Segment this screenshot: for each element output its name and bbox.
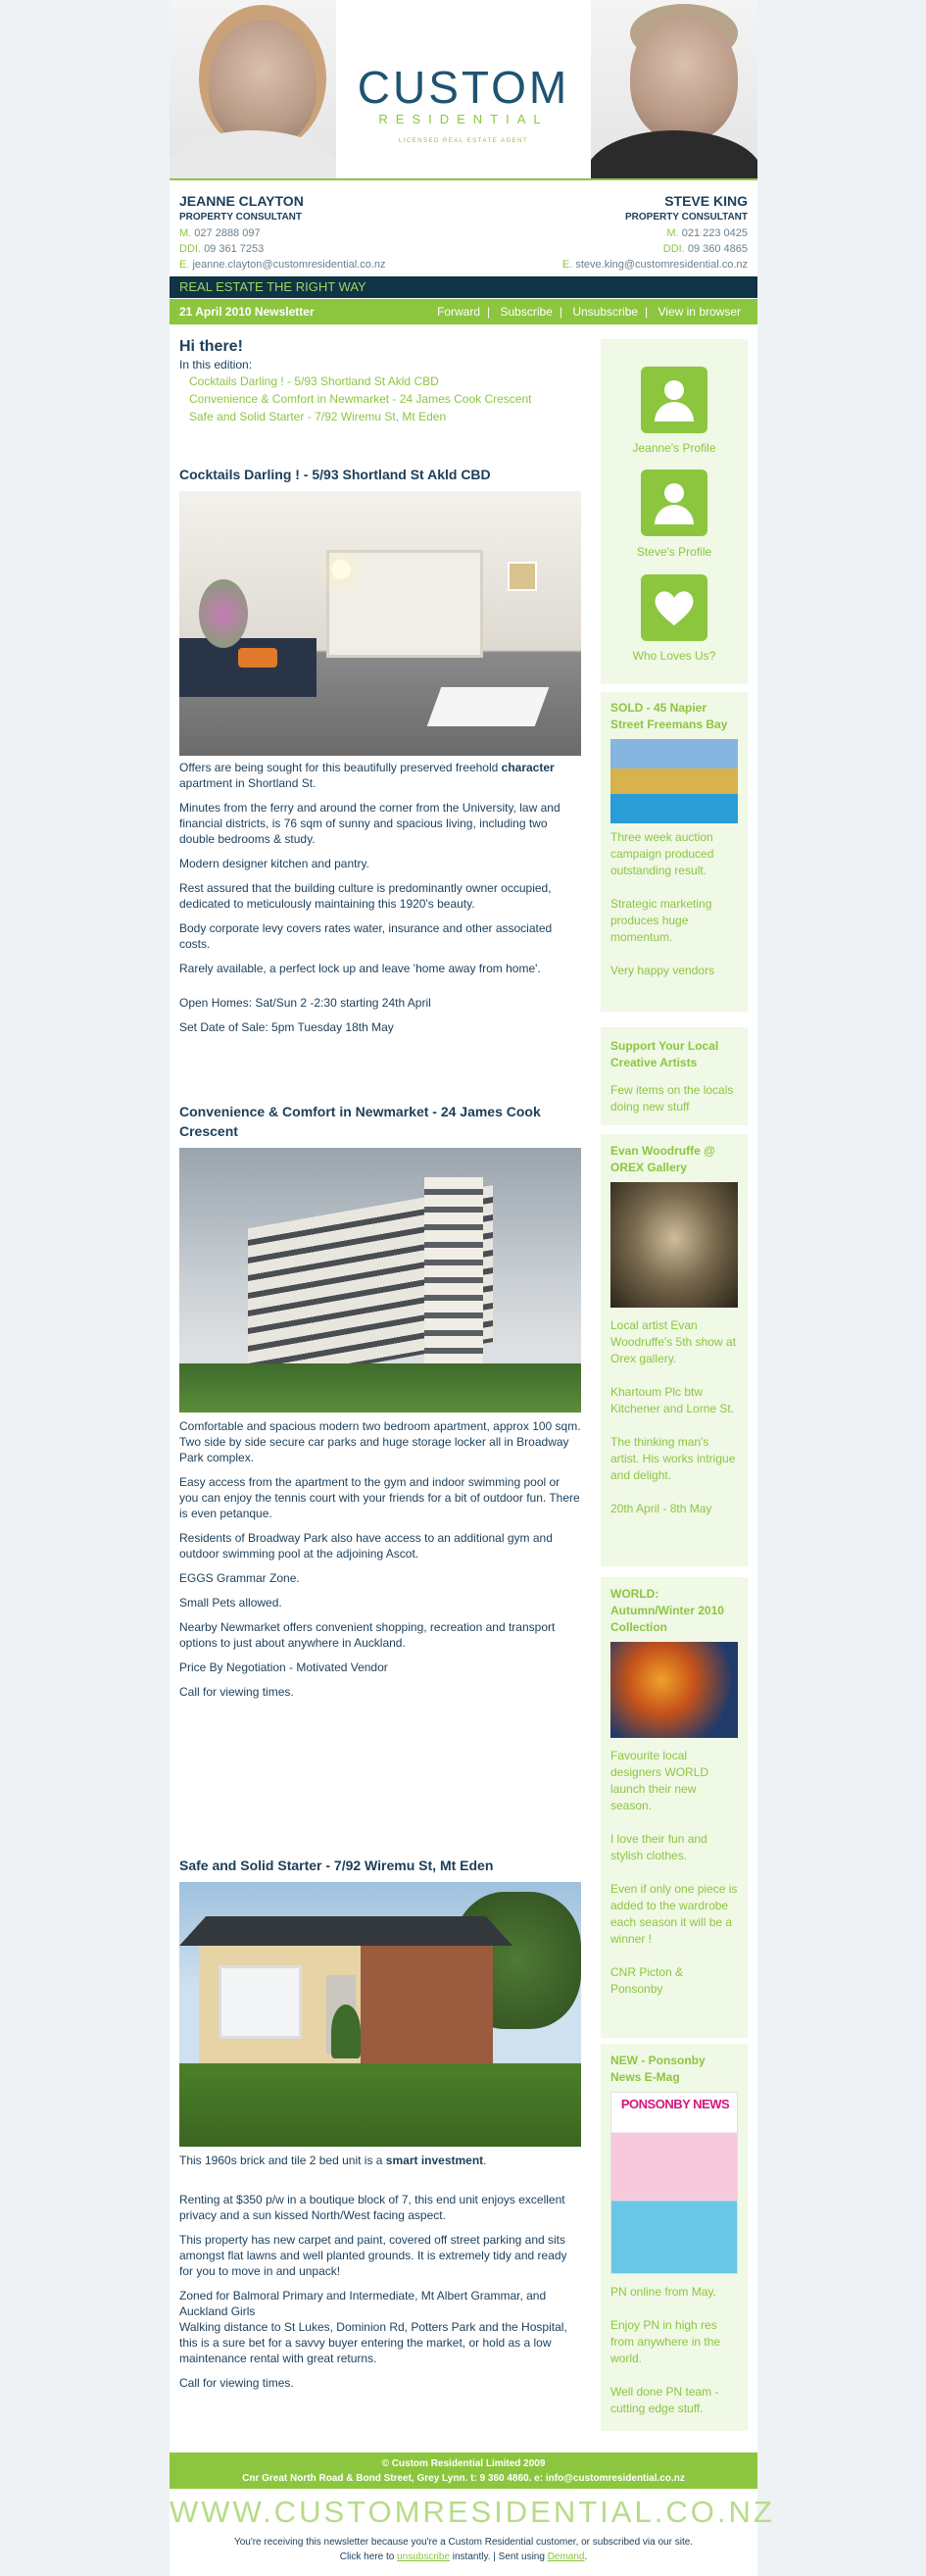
email-link[interactable]: steve.king@customresidential.co.nz [575,259,748,271]
sold-property-photo [610,739,738,823]
paragraph: I love their fun and stylish clothes. [610,1832,707,1862]
open-homes: Open Homes: Sat/Sun 2 -2:30 starting 24th April [179,996,431,1010]
agent-name: STEVE KING [664,193,748,209]
paragraph: Rarely available, a perfect lock up and leave 'home away from home'. [179,962,541,975]
paragraph: Nearby Newmarket offers convenient shopping, recreation and transport options to just about anywhere in Auckland. [179,1620,556,1650]
who-loves-us-link[interactable]: Who Loves Us? [632,649,716,663]
steve-photo [591,0,757,179]
article-2-body [179,1418,581,1709]
ddi-label: DDI. [179,243,201,255]
paragraph: Even if only one piece is added to the wardrobe each season it will be a winner ! [610,1882,738,1946]
sold-title: SOLD - 45 Napier Street Freemans Bay [610,701,728,731]
notice-text: You're receiving this newsletter because you're a Custom Residential customer, or subscribed via our site. [233,2537,694,2548]
toc-link-1[interactable]: Cocktails Darling ! - 5/93 Shortland St Akld CBD [189,374,439,388]
ponsonby-news-cover[interactable] [610,2092,738,2274]
article-3-body [179,2153,581,2400]
text: . [483,2154,487,2167]
article-1-body [179,760,581,1044]
paragraph: Minutes from the ferry and around the corner from the University, law and financial districts, is 76 sqm of sunny and spacious living, including two double bedrooms & study. [179,801,560,846]
agent-role: PROPERTY CONSULTANT [624,212,748,223]
sidebar-artists [601,1027,748,1125]
view-in-browser-link[interactable]: View in browser [658,305,741,319]
edition-label: In this edition: [179,358,253,372]
paragraph: This property has new carpet and paint, covered off street parking and sits amongst flat lawns and well planted grounds. It is extremely tidy and ready for you to move in and unpack! [179,2233,567,2278]
sidebar-sold [601,692,748,1012]
sold-text [601,829,748,979]
agent-name: JEANNE CLAYTON [179,193,304,209]
sidebar-profiles [601,339,748,684]
paragraph: Modern designer kitchen and pantry. [179,857,369,870]
brick-unit-photo [179,1882,581,2147]
paragraph: Local artist Evan Woodruffe's 5th show at Orex gallery. [610,1318,736,1365]
paragraph: Strategic marketing produces huge momentum. [610,897,712,944]
table-of-contents [179,372,581,425]
person-icon [664,483,684,503]
jeanne-profile-button[interactable] [641,367,707,433]
apartment-building-photo [179,1148,581,1412]
person-body-icon [655,402,694,421]
demand-link[interactable]: Demand [547,2551,585,2562]
text: instantly. | Sent using [450,2551,548,2562]
ddi-label: DDI. [662,243,685,255]
sidebar-ponsonby [601,2044,748,2431]
nav-separator: | [559,305,562,319]
text: character [501,761,555,774]
nav-bar [170,299,757,324]
email-link[interactable]: jeanne.clayton@customresidential.co.nz [192,259,386,271]
tagline-bar: REAL ESTATE THE RIGHT WAY [170,276,757,298]
text: This 1960s brick and tile 2 bed unit is a [179,2154,386,2167]
paragraph: Body corporate levy covers rates water, insurance and other associated costs. [179,921,553,951]
brand-main: CUSTOM [357,62,570,113]
address: Cnr Great North Road & Bond Street, Grey Lynn. t: 9 360 4860. e: [242,2473,546,2484]
artists-title: Support Your Local Creative Artists [610,1039,719,1069]
mobile-value[interactable]: 021 223 0425 [681,227,748,239]
agent-jeanne [179,192,473,272]
article-2-title: Convenience & Comfort in Newmarket - 24 James Cook Crescent [179,1104,541,1139]
text: smart investment [385,2154,484,2167]
paragraph: Zoned for Balmoral Primary and Intermediate, Mt Albert Grammar, and Auckland Girls [179,2289,547,2318]
paragraph: Renting at $350 p/w in a boutique block of 7, this end unit enjoys excellent privacy and a sun kissed North/West facing aspect. [179,2193,565,2222]
article-3-title: Safe and Solid Starter - 7/92 Wiremu St, Mt Eden [179,1858,494,1873]
mobile-value[interactable]: 027 2888 097 [194,227,261,239]
footer-bar [170,2452,757,2489]
nav-separator: | [645,305,649,319]
cover-masthead: PONSONBY NEWS [620,2097,730,2111]
paragraph: Walking distance to St Lukes, Dominion Rd, Potters Park and the Hospital, this is a sure bet for a savvy buyer entering the market, or hold as a low maintenance rental with great returns. [179,2320,567,2365]
unsubscribe-link[interactable]: Unsubscribe [572,305,639,319]
person-icon [664,380,684,400]
paragraph: Call for viewing times. [179,2376,294,2390]
agent-steve [454,192,748,272]
paragraph: EGGS Grammar Zone. [179,1571,300,1585]
paragraph: Rest assured that the building culture is predominantly owner occupied, dedicated to meticulously maintaining this 1920's beauty. [179,881,552,911]
world-title: WORLD: Autumn/Winter 2010 Collection [610,1587,724,1634]
person-body-icon [655,505,694,524]
paragraph: Khartoum Plc btw Kitchener and Lorne St. [610,1385,735,1415]
mobile-label: M. [179,227,192,239]
newsletter [170,0,775,2576]
brand-logo [336,0,591,179]
evan-title: Evan Woodruffe @ OREX Gallery [610,1144,715,1174]
paragraph: The thinking man's artist. His works intrigue and delight. [610,1435,736,1482]
apartment-interior-photo [179,491,581,756]
newsletter-date: 21 April 2010 Newsletter [179,305,315,319]
ddi-value[interactable]: 09 360 4865 [687,243,748,255]
mobile-label: M. [666,227,679,239]
world-collection-image [610,1642,738,1738]
jeanne-photo [170,0,336,179]
paragraph: Residents of Broadway Park also have access to an additional gym and outdoor swimming pool at the adjoining Ascot. [179,1531,553,1560]
subscribe-link[interactable]: Subscribe [500,305,553,319]
paragraph: Well done PN team - cutting edge stuff. [610,2385,719,2415]
paragraph: Favourite local designers WORLD launch their new season. [610,1749,709,1812]
price: Price By Negotiation - Motivated Vendor [179,1660,388,1674]
agent-role: PROPERTY CONSULTANT [179,212,303,223]
sale-date: Set Date of Sale: 5pm Tuesday 18th May [179,1020,394,1034]
brand-sub: RESIDENTIAL [378,112,549,126]
toc-link-3[interactable]: Safe and Solid Starter - 7/92 Wiremu St, Mt Eden [189,410,447,423]
ponsonby-title: NEW - Ponsonby News E-Mag [610,2054,706,2084]
email-label: E. [179,259,190,271]
brand-tagline: LICENSED REAL ESTATE AGENT [398,138,529,144]
jeanne-profile-link[interactable]: Jeanne's Profile [632,441,716,455]
paragraph: 20th April - 8th May [610,1502,712,1515]
paragraph: Three week auction campaign produced outstanding result. [610,830,714,877]
text: . [584,2551,588,2562]
paragraph: Easy access from the apartment to the gym and indoor swimming pool or you can enjoy the tennis court with your friends for a bit of outdoor fun. There is even petanque. [179,1475,580,1520]
unsubscribe-link[interactable]: unsubscribe [397,2551,450,2562]
greeting: Hi there! [179,338,243,355]
intro [179,339,581,425]
heart-icon [653,586,696,629]
text: Offers are being sought for this beautifully preserved freehold [179,761,502,774]
evan-artwork-image [610,1182,738,1308]
evan-text [601,1317,748,1517]
paragraph: Call for viewing times. [179,1685,294,1699]
website-link[interactable]: WWW.CUSTOMRESIDENTIAL.CO.NZ [170,2495,775,2529]
ddi-value[interactable]: 09 361 7253 [204,243,265,255]
paragraph: Small Pets allowed. [179,1596,282,1610]
copyright: © Custom Residential Limited 2009 [381,2458,546,2469]
who-loves-us-button[interactable] [641,574,707,641]
article-1-title: Cocktails Darling ! - 5/93 Shortland St Akld CBD [179,467,491,482]
world-text [601,1748,748,1998]
footer-email-link[interactable]: info@customresidential.co.nz [545,2473,685,2484]
paragraph: Very happy vendors [610,964,715,977]
header-divider [170,178,757,180]
toc-link-2[interactable]: Convenience & Comfort in Newmarket - 24 James Cook Crescent [189,392,532,406]
sidebar-world [601,1577,748,2038]
sidebar-evan [601,1134,748,1566]
paragraph: CNR Picton & Ponsonby [610,1965,684,1996]
email-label: E. [561,259,573,271]
paragraph: Enjoy PN in high res from anywhere in the world. [610,2318,721,2365]
nav-separator: | [487,305,491,319]
text: apartment in Shortland St. [179,776,317,790]
forward-link[interactable]: Forward [437,305,481,319]
paragraph: PN online from May. [610,2285,716,2299]
steve-profile-link[interactable]: Steve's Profile [636,545,712,559]
text: Click here to [339,2551,398,2562]
artists-text: Few items on the locals doing new stuff [610,1083,734,1114]
paragraph: Comfortable and spacious modern two bedroom apartment, approx 100 sqm. Two side by side secure car parks and huge storage locker all in Broadway Park complex. [179,1419,581,1464]
footer-notice [170,2535,757,2564]
ponsonby-text [601,2284,748,2417]
steve-profile-button[interactable] [641,470,707,536]
